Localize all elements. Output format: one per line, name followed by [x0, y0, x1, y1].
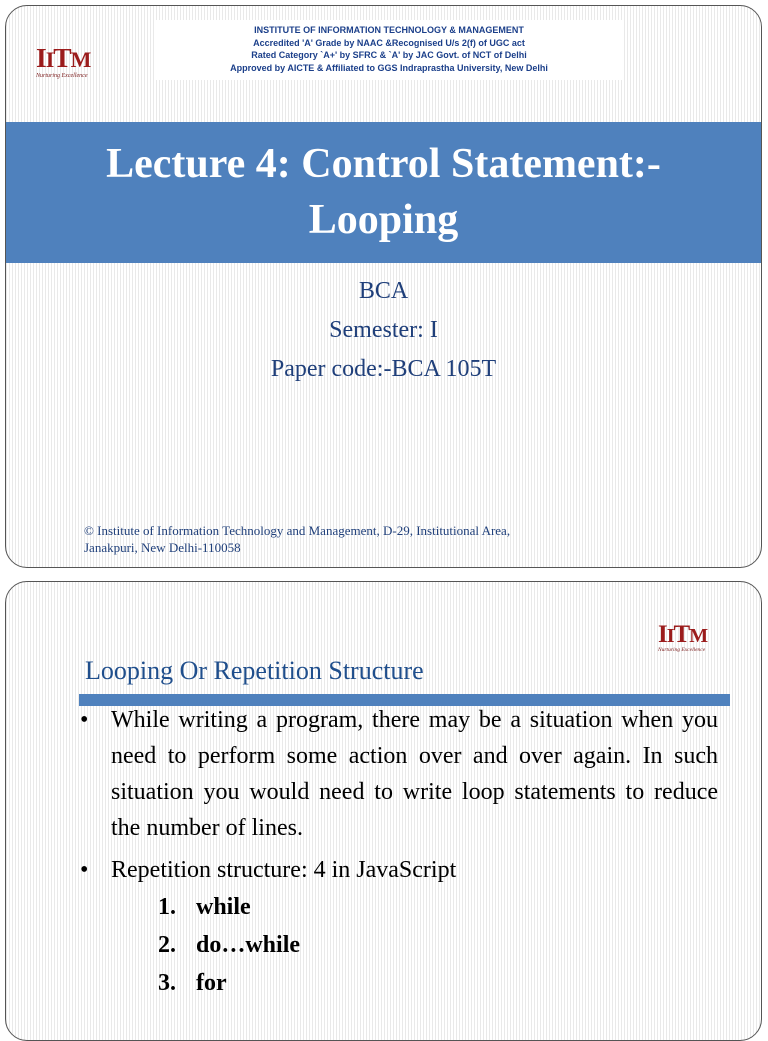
bullet-item	[78, 702, 718, 846]
slide-body	[78, 702, 718, 1002]
loop-type-label: do…while	[196, 932, 301, 958]
bullet-icon: •	[80, 857, 89, 883]
logo-tagline: Nurturing Excellence	[658, 647, 706, 653]
course-name: BCA	[358, 278, 409, 304]
institute-header	[154, 20, 624, 80]
approval-line: Approved by AICTE & Affiliated to GGS Indraprastha University, New Delhi	[230, 62, 548, 73]
copyright-notice	[84, 522, 604, 556]
lecture-title-line1: Lecture 4: Control Statement:-	[106, 141, 661, 187]
loop-type-label: for	[196, 970, 227, 996]
loop-types-list	[78, 888, 718, 1002]
rating-line: Rated Category `A+' by SFRC & `A' by JAC Govt. of NCT of Delhi	[251, 50, 527, 60]
bullet-text: While writing a program, there may be a situation when you need to perform some action over and over again. In such situation you would need to write loop statements to reduce the number of lines.	[111, 707, 718, 841]
lecture-title-line2: Looping	[308, 197, 459, 243]
bullet-item	[78, 852, 718, 888]
list-item: 3. for	[158, 970, 227, 996]
logo-mark: IITM	[658, 621, 708, 648]
loop-type-label: while	[196, 894, 251, 920]
copyright-line2: Janakpuri, New Delhi-110058	[84, 540, 241, 555]
accreditation-line: Accredited 'A' Grade by NAAC &Recognised U/s 2(f) of UGC act	[253, 37, 525, 48]
iitm-logo	[36, 44, 90, 79]
content-slide	[5, 581, 762, 1041]
list-item: 1. while	[158, 894, 251, 920]
bullet-text: Repetition structure: 4 in JavaScript	[111, 857, 457, 883]
logo-mark: IITM	[36, 42, 91, 73]
title-slide	[5, 5, 762, 568]
list-item: 2. do…while	[158, 932, 301, 958]
logo-tagline: Nurturing Excellence	[36, 72, 88, 79]
iitm-logo	[658, 622, 707, 653]
semester-label: Semester: I	[329, 317, 438, 343]
paper-code: Paper code:-BCA 105T	[270, 356, 497, 382]
slide-heading: Looping Or Repetition Structure	[85, 656, 424, 685]
lecture-title	[46, 136, 721, 248]
institute-name: INSTITUTE OF INFORMATION TECHNOLOGY & MANAGEMENT	[254, 25, 524, 35]
copyright-line1: © Institute of Information Technology and Management, D-29, Institutional Area,	[84, 523, 511, 538]
bullet-icon: •	[80, 707, 89, 733]
